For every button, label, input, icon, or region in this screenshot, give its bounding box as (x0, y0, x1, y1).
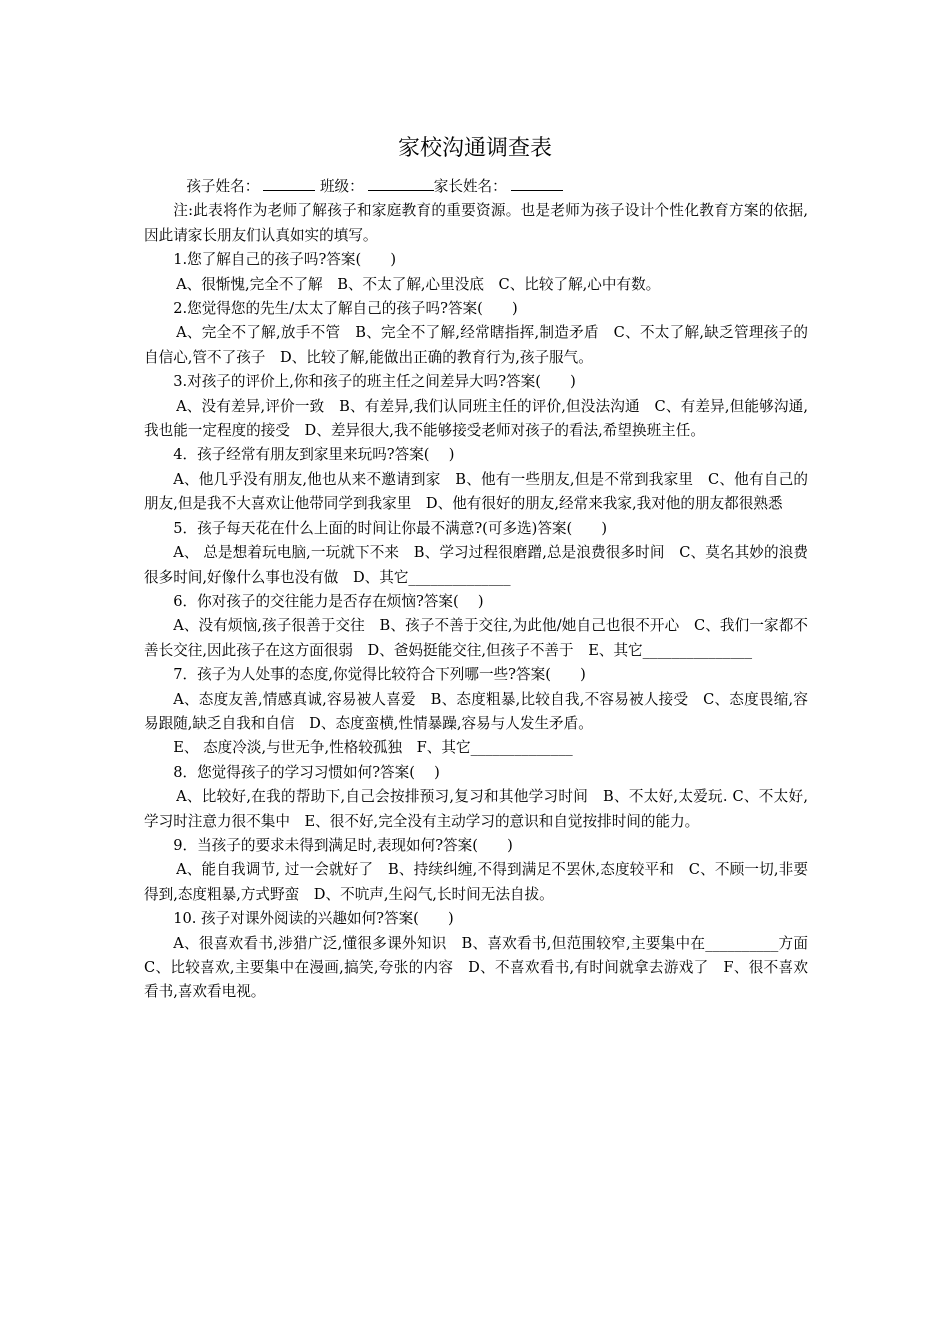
question-6: 6．你对孩子的交往能力是否存在烦恼?答案( ) (173, 592, 484, 610)
class-blank (368, 176, 434, 191)
question-8-options: A、比较好,在我的帮助下,自己会按排预习,复习和其他学习时间 B、不太好,太爱玩. C、不太好,学习时注意力很不集中 E、很不好,完全没有主动学习的意识和自觉按排时间的能力。 (144, 788, 808, 830)
question-10-options: A、很喜欢看书,涉猎广泛,懂很多课外知识 B、喜欢看书,但范围较窄,主要集中在__________方面 C、比较喜欢,主要集中在漫画,搞笑,夸张的内容 D、不喜欢看书,有时间就拿去游戏了 F、很不喜欢看书,喜欢看电视。 (144, 934, 823, 1001)
question-7-options: A、态度友善,情感真诚,容易被人喜爱 B、态度粗暴,比较自我,不容易被人接受 C、态度畏缩,容易跟随,缺乏自我和自信 D、态度蛮横,性情暴躁,容易与人发生矛盾。 (144, 690, 808, 732)
page-title: 家校沟通调查表 (397, 136, 552, 161)
question-10: 10. 孩子对课外阅读的兴趣如何?答案( ) (173, 910, 454, 928)
question-3: 3.对孩子的评价上,你和孩子的班主任之间差异大吗?答案( ) (173, 373, 576, 391)
question-4-options: A、他几乎没有朋友,他也从来不邀请到家 B、他有一些朋友,但是不常到我家里 C、他有自己的朋友,但是我不大喜欢让他带同学到我家里 D、他有很好的朋友,经常来我家,我对他的朋友都很熟悉 (144, 470, 808, 513)
question-3-options: A、没有差异,评价一致 B、有差异,我们认同班主任的评价,但没法沟通 C、有差异,但能够沟通,我也能一定程度的接受 D、差异很大,我不能够接受老师对孩子的看法,希望换班主任。 (144, 397, 808, 440)
parent-name-label: 家长姓名： (433, 178, 507, 195)
question-2-options: A、完全不了解,放手不管 B、完全不了解,经常瞎指挥,制造矛盾 C、不太了解,缺乏管理孩子的自信心,管不了孩子 D、比较了解,能做出正确的教育行为,孩子服气。 (144, 324, 808, 366)
question-5: 5．孩子每天花在什么上面的时间让你最不满意?(可多选)答案( ) (173, 519, 608, 537)
question-9-options: A、能自我调节, 过一会就好了 B、持续纠缠,不得到满足不罢休,态度较平和 C、不顾一切,非要得到,态度粗暴,方式野蛮 D、不吭声,生闷气,长时间无法自拔。 (144, 861, 808, 903)
question-2: 2.您觉得您的先生/太太了解自己的孩子吗?答案( ) (173, 300, 518, 318)
child-name-blank (263, 176, 315, 191)
question-6-options: A、没有烦恼,孩子很善于交往 B、孩子不善于交往,为此他/她自己也很不开心 C、我们一家都不善长交往,因此孩子在这方面很弱 D、爸妈挺能交往,但孩子不善于 E、其它_______________ (144, 617, 808, 659)
question-9: 9．当孩子的要求未得到满足时,表现如何?答案( ) (173, 836, 513, 854)
question-5-options: A、 总是想着玩电脑,一玩就下不来 B、学习过程很磨蹭,总是浪费很多时间 C、莫名其妙的浪费很多时间,好像什么事也没有做 D、其它______________ (144, 544, 808, 586)
question-8: 8．您觉得孩子的学习习惯如何?答案( ) (173, 763, 440, 781)
info-header-line (144, 175, 808, 199)
survey-body (144, 175, 823, 1005)
child-name-label: 孩子姓名： (186, 178, 260, 195)
parent-name-blank (511, 176, 563, 191)
class-label: 班级： (319, 178, 364, 195)
question-1-options: A、很惭愧,完全不了解 B、不太了解,心里没底 C、比较了解,心中有数。 (176, 275, 661, 293)
question-1: 1.您了解自己的孩子吗?答案( ) (173, 251, 397, 269)
question-7: 7．孩子为人处事的态度,你觉得比较符合下列哪一些?答案( ) (173, 666, 586, 684)
question-7-extra-options: E、 态度冷淡,与世无争,性格较孤独 F、其它______________ (173, 739, 573, 757)
question-4: 4．孩子经常有朋友到家里来玩吗?答案( ) (173, 446, 455, 464)
note-paragraph: 注:此表将作为老师了解孩子和家庭教育的重要资源。也是老师为孩子设计个性化教育方案的依据,因此请家长朋友们认真如实的填写。 (144, 202, 808, 244)
